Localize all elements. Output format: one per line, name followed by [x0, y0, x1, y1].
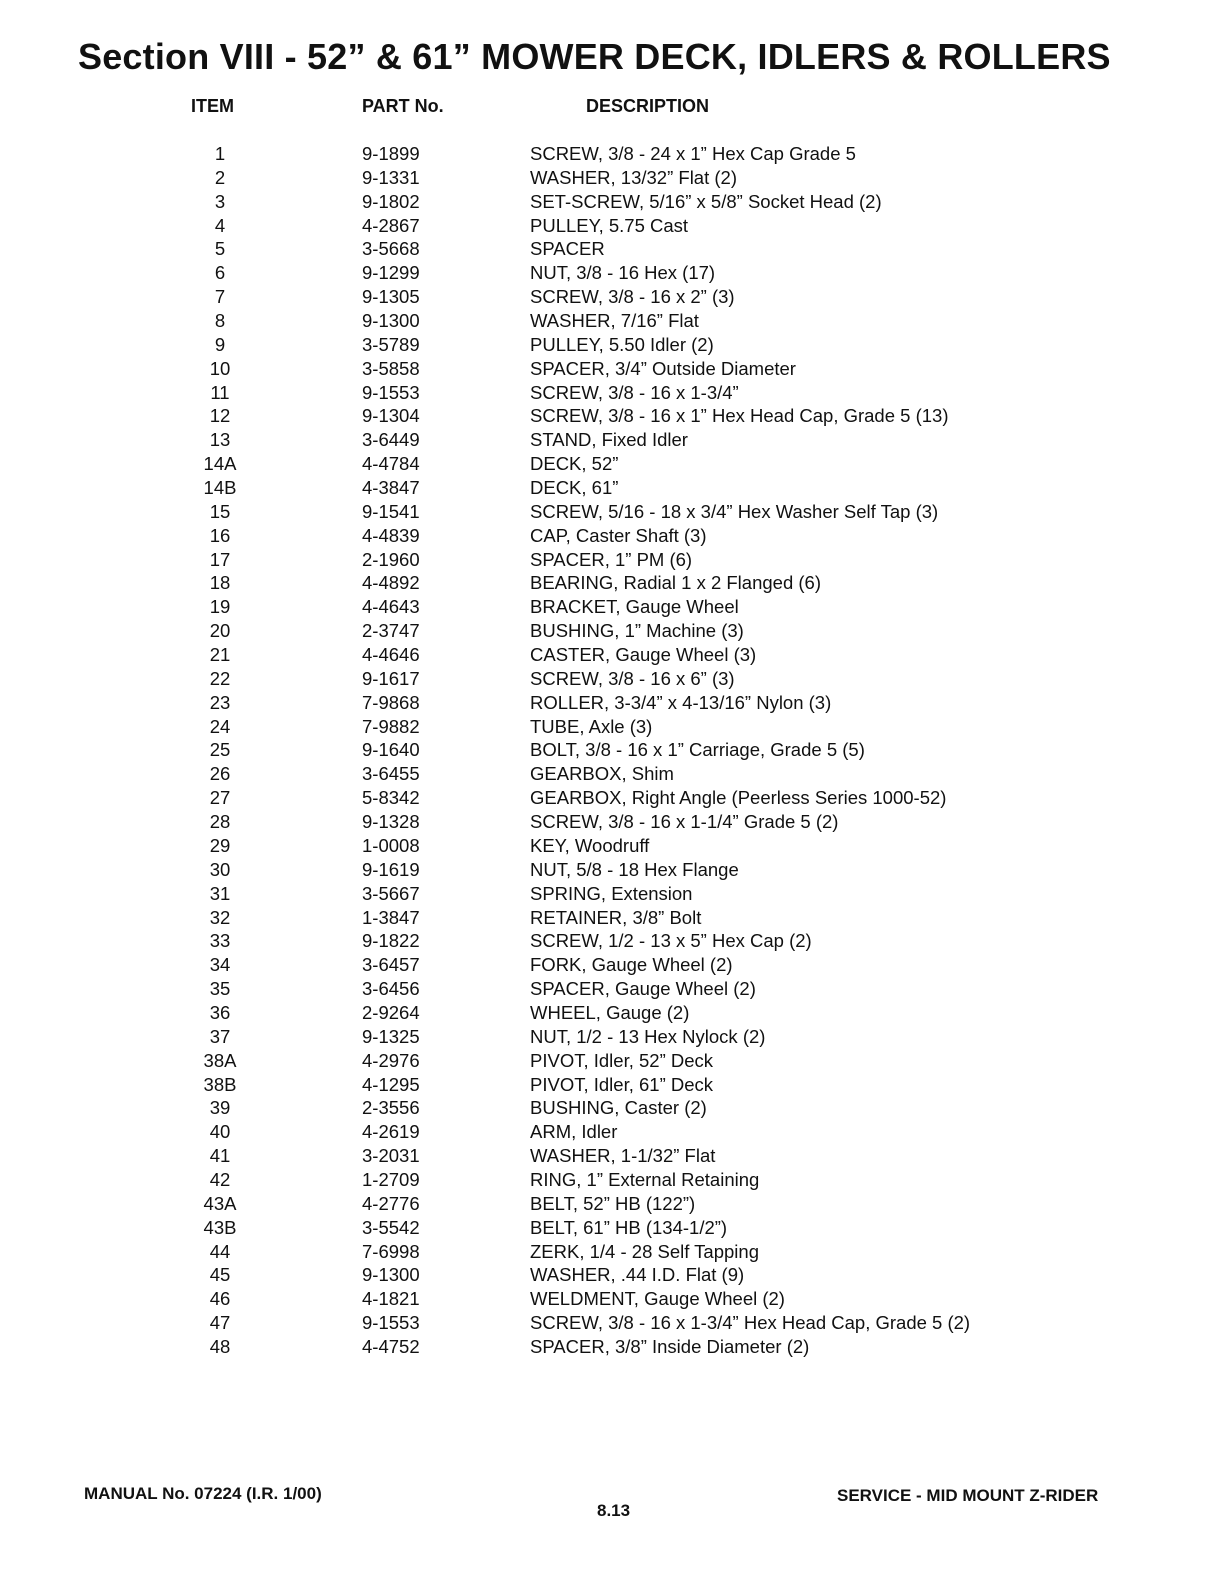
part-description: SPACER, 3/8” Inside Diameter (2) — [530, 1335, 810, 1357]
part-number: 4-2867 — [362, 214, 420, 236]
item-number: 40 — [209, 1121, 231, 1143]
part-description: ZERK, 1/4 - 28 Self Tapping — [530, 1240, 759, 1262]
item-number: 25 — [209, 739, 231, 761]
column-header-item: ITEM — [191, 96, 234, 116]
parts-row — [0, 810, 1227, 834]
part-description: SCREW, 5/16 - 18 x 3/4” Hex Washer Self Tap (3) — [530, 500, 939, 522]
part-description: SPACER, 1” PM (6) — [530, 548, 693, 570]
item-number: 7 — [214, 286, 226, 308]
part-number: 7-9868 — [362, 691, 420, 713]
part-description: CAP, Caster Shaft (3) — [530, 524, 707, 546]
part-description: FORK, Gauge Wheel (2) — [530, 954, 733, 976]
parts-row — [0, 738, 1227, 762]
part-description: ROLLER, 3-3/4” x 4-13/16” Nylon (3) — [530, 691, 832, 713]
part-description: PULLEY, 5.75 Cast — [530, 214, 689, 236]
part-number: 3-6457 — [362, 954, 420, 976]
part-number: 9-1553 — [362, 381, 420, 403]
part-number: 1-0008 — [362, 834, 420, 856]
parts-row — [0, 142, 1227, 166]
part-description: DECK, 61” — [530, 477, 619, 499]
part-number: 3-5542 — [362, 1216, 420, 1238]
part-description: SPACER, Gauge Wheel (2) — [530, 978, 756, 1000]
part-description: WELDMENT, Gauge Wheel (2) — [530, 1288, 785, 1310]
part-number: 3-6456 — [362, 978, 420, 1000]
part-description: SPACER, 3/4” Outside Diameter — [530, 357, 796, 379]
item-number: 14A — [203, 453, 237, 475]
part-number: 4-4892 — [362, 572, 420, 594]
part-number: 4-4752 — [362, 1335, 420, 1357]
part-number: 9-1640 — [362, 739, 420, 761]
part-number: 9-1304 — [362, 405, 420, 427]
parts-row — [0, 571, 1227, 595]
parts-row — [0, 548, 1227, 572]
part-description: NUT, 1/2 - 13 Hex Nylock (2) — [530, 1025, 766, 1047]
parts-row — [0, 667, 1227, 691]
parts-row — [0, 428, 1227, 452]
item-number: 18 — [209, 572, 231, 594]
part-number: 4-4646 — [362, 644, 420, 666]
parts-row — [0, 953, 1227, 977]
parts-row — [0, 285, 1227, 309]
part-number: 2-1960 — [362, 548, 420, 570]
part-description: PULLEY, 5.50 Idler (2) — [530, 333, 714, 355]
item-number: 21 — [209, 644, 231, 666]
item-number: 14B — [203, 477, 237, 499]
item-number: 33 — [209, 930, 231, 952]
parts-row — [0, 1120, 1227, 1144]
item-number: 48 — [209, 1335, 231, 1357]
item-number: 12 — [209, 405, 231, 427]
part-description: RETAINER, 3/8” Bolt — [530, 906, 702, 928]
part-number: 4-1295 — [362, 1073, 420, 1095]
part-description: GEARBOX, Right Angle (Peerless Series 1000-52) — [530, 787, 947, 809]
part-number: 2-3747 — [362, 620, 420, 642]
parts-row — [0, 1335, 1227, 1359]
part-number: 9-1541 — [362, 500, 420, 522]
parts-row — [0, 452, 1227, 476]
part-description: WASHER, 1-1/32” Flat — [530, 1145, 716, 1167]
parts-row — [0, 906, 1227, 930]
part-number: 2-9264 — [362, 1001, 420, 1023]
item-number: 6 — [214, 262, 226, 284]
part-description: RING, 1” External Retaining — [530, 1168, 760, 1190]
page-number: 8.13 — [597, 1501, 631, 1520]
parts-row — [0, 1192, 1227, 1216]
item-number: 1 — [214, 143, 226, 164]
item-number: 41 — [209, 1145, 231, 1167]
parts-row — [0, 476, 1227, 500]
parts-row — [0, 1073, 1227, 1097]
part-description: SPRING, Extension — [530, 882, 693, 904]
part-description: WASHER, 13/32” Flat (2) — [530, 166, 737, 188]
part-number: 4-2619 — [362, 1121, 420, 1143]
parts-row — [0, 357, 1227, 381]
parts-row — [0, 1049, 1227, 1073]
part-description: BUSHING, 1” Machine (3) — [530, 620, 744, 642]
item-number: 27 — [209, 787, 231, 809]
manual-number: MANUAL No. 07224 (I.R. 1/00) — [84, 1484, 322, 1503]
part-description: WHEEL, Gauge (2) — [530, 1001, 690, 1023]
parts-row — [0, 404, 1227, 428]
part-number: 9-1553 — [362, 1312, 420, 1334]
part-number: 7-9882 — [362, 715, 420, 737]
item-number: 29 — [209, 834, 231, 856]
part-description: SCREW, 1/2 - 13 x 5” Hex Cap (2) — [530, 930, 812, 952]
item-number: 37 — [209, 1025, 231, 1047]
item-number: 17 — [209, 548, 231, 570]
part-description: SET-SCREW, 5/16” x 5/8” Socket Head (2) — [530, 190, 882, 212]
parts-row — [0, 858, 1227, 882]
parts-row — [0, 214, 1227, 238]
parts-row — [0, 261, 1227, 285]
service-title: SERVICE - MID MOUNT Z-RIDER — [837, 1486, 1099, 1505]
parts-row — [0, 595, 1227, 619]
parts-row — [0, 1216, 1227, 1240]
part-description: DECK, 52” — [530, 453, 619, 475]
item-number: 9 — [214, 333, 226, 355]
item-number: 28 — [209, 811, 231, 833]
item-number: 23 — [209, 691, 231, 713]
part-number: 3-6455 — [362, 763, 420, 785]
column-header-part-number: PART No. — [362, 96, 444, 116]
part-description: SCREW, 3/8 - 16 x 1-3/4” — [530, 381, 739, 403]
parts-row — [0, 166, 1227, 190]
part-description: NUT, 3/8 - 16 Hex (17) — [530, 262, 716, 284]
part-description: BEARING, Radial 1 x 2 Flanged (6) — [530, 572, 821, 594]
item-number: 47 — [209, 1312, 231, 1334]
item-number: 2 — [214, 166, 226, 188]
parts-row — [0, 381, 1227, 405]
part-description: SCREW, 3/8 - 16 x 2” (3) — [530, 286, 735, 308]
item-number: 30 — [209, 858, 231, 880]
item-number: 15 — [209, 500, 231, 522]
part-description: SPACER — [530, 238, 605, 260]
item-number: 5 — [214, 238, 226, 260]
parts-row — [0, 834, 1227, 858]
part-number: 3-5667 — [362, 882, 420, 904]
item-number: 43B — [203, 1216, 237, 1238]
parts-row — [0, 500, 1227, 524]
part-number: 3-2031 — [362, 1145, 420, 1167]
part-description: SCREW, 3/8 - 16 x 6” (3) — [530, 667, 735, 689]
parts-row — [0, 1001, 1227, 1025]
part-description: PIVOT, Idler, 52” Deck — [530, 1049, 714, 1071]
parts-row — [0, 1096, 1227, 1120]
part-description: TUBE, Axle (3) — [530, 715, 653, 737]
item-number: 31 — [209, 882, 231, 904]
item-number: 36 — [209, 1001, 231, 1023]
part-description: GEARBOX, Shim — [530, 763, 674, 785]
item-number: 38A — [203, 1049, 237, 1071]
part-number: 9-1325 — [362, 1025, 420, 1047]
part-number: 9-1305 — [362, 286, 420, 308]
part-number: 4-4839 — [362, 524, 420, 546]
parts-row — [0, 715, 1227, 739]
part-number: 2-3556 — [362, 1097, 420, 1119]
item-number: 44 — [209, 1240, 231, 1262]
parts-row — [0, 333, 1227, 357]
item-number: 43A — [203, 1192, 237, 1214]
part-description: SCREW, 3/8 - 16 x 1-3/4” Hex Head Cap, Grade 5 (2) — [530, 1312, 971, 1334]
item-number: 26 — [209, 763, 231, 785]
item-number: 32 — [209, 906, 231, 928]
page-title: Section VIII - 52” & 61” MOWER DECK, IDLERS & ROLLERS — [78, 36, 1111, 77]
part-number: 4-2976 — [362, 1049, 420, 1071]
item-number: 10 — [209, 357, 231, 379]
item-number: 39 — [209, 1097, 231, 1119]
item-number: 11 — [210, 381, 230, 403]
part-description: NUT, 5/8 - 18 Hex Flange — [530, 858, 739, 880]
part-description: BRACKET, Gauge Wheel — [530, 596, 739, 618]
part-description: SCREW, 3/8 - 16 x 1” Hex Head Cap, Grade 5 (13) — [530, 405, 949, 427]
part-number: 9-1617 — [362, 667, 420, 689]
part-description: KEY, Woodruff — [530, 834, 650, 856]
item-number: 42 — [209, 1168, 231, 1190]
part-number: 3-5789 — [362, 333, 420, 355]
part-description: BUSHING, Caster (2) — [530, 1097, 707, 1119]
part-description: BOLT, 3/8 - 16 x 1” Carriage, Grade 5 (5) — [530, 739, 865, 761]
parts-row — [0, 786, 1227, 810]
parts-row — [0, 977, 1227, 1001]
part-number: 4-1821 — [362, 1288, 420, 1310]
part-number: 1-2709 — [362, 1168, 420, 1190]
parts-row — [0, 1311, 1227, 1335]
part-number: 9-1300 — [362, 1264, 420, 1286]
part-number: 4-2776 — [362, 1192, 420, 1214]
item-number: 35 — [209, 978, 231, 1000]
parts-row — [0, 1263, 1227, 1287]
item-number: 13 — [209, 429, 231, 451]
parts-row — [0, 1144, 1227, 1168]
parts-row — [0, 237, 1227, 261]
part-number: 9-1300 — [362, 310, 420, 332]
part-number: 9-1299 — [362, 262, 420, 284]
item-number: 34 — [209, 954, 231, 976]
part-description: SCREW, 3/8 - 16 x 1-1/4” Grade 5 (2) — [530, 811, 839, 833]
parts-row — [0, 929, 1227, 953]
part-number: 1-3847 — [362, 906, 420, 928]
parts-row — [0, 619, 1227, 643]
part-description: CASTER, Gauge Wheel (3) — [530, 644, 757, 666]
parts-row — [0, 190, 1227, 214]
part-number: 9-1328 — [362, 811, 420, 833]
parts-row — [0, 643, 1227, 667]
part-number: 5-8342 — [362, 787, 420, 809]
parts-row — [0, 1287, 1227, 1311]
item-number: 19 — [209, 596, 231, 618]
part-description: ARM, Idler — [530, 1121, 618, 1143]
part-description: WASHER, 7/16” Flat — [530, 310, 699, 332]
part-number: 4-4784 — [362, 453, 420, 475]
part-description: BELT, 52” HB (122”) — [530, 1192, 696, 1214]
parts-row — [0, 691, 1227, 715]
part-description: SCREW, 3/8 - 24 x 1” Hex Cap Grade 5 — [530, 143, 856, 164]
part-number: 9-1331 — [362, 166, 420, 188]
parts-list — [0, 142, 1227, 1359]
parts-row — [0, 309, 1227, 333]
part-number: 9-1822 — [362, 930, 420, 952]
part-description: WASHER, .44 I.D. Flat (9) — [530, 1264, 745, 1286]
item-number: 4 — [214, 214, 226, 236]
item-number: 8 — [214, 310, 226, 332]
item-number: 16 — [209, 524, 231, 546]
parts-row — [0, 1240, 1227, 1264]
parts-row — [0, 1025, 1227, 1049]
item-number: 24 — [209, 715, 231, 737]
item-number: 46 — [209, 1288, 231, 1310]
part-number: 9-1619 — [362, 858, 420, 880]
part-number: 3-5668 — [362, 238, 420, 260]
item-number: 3 — [214, 190, 226, 212]
part-number: 4-4643 — [362, 596, 420, 618]
part-number: 3-5858 — [362, 357, 420, 379]
item-number: 22 — [209, 667, 231, 689]
part-number: 9-1899 — [362, 143, 420, 164]
parts-row — [0, 882, 1227, 906]
parts-row — [0, 524, 1227, 548]
parts-row — [0, 762, 1227, 786]
item-number: 45 — [209, 1264, 231, 1286]
part-description: BELT, 61” HB (134-1/2”) — [530, 1216, 728, 1238]
part-number: 9-1802 — [362, 190, 420, 212]
parts-row — [0, 1168, 1227, 1192]
part-description: STAND, Fixed Idler — [530, 429, 688, 451]
item-number: 20 — [209, 620, 231, 642]
part-number: 4-3847 — [362, 477, 420, 499]
part-number: 7-6998 — [362, 1240, 420, 1262]
part-description: PIVOT, Idler, 61” Deck — [530, 1073, 714, 1095]
column-header-description: DESCRIPTION — [586, 96, 710, 116]
part-number: 3-6449 — [362, 429, 420, 451]
item-number: 38B — [203, 1073, 237, 1095]
